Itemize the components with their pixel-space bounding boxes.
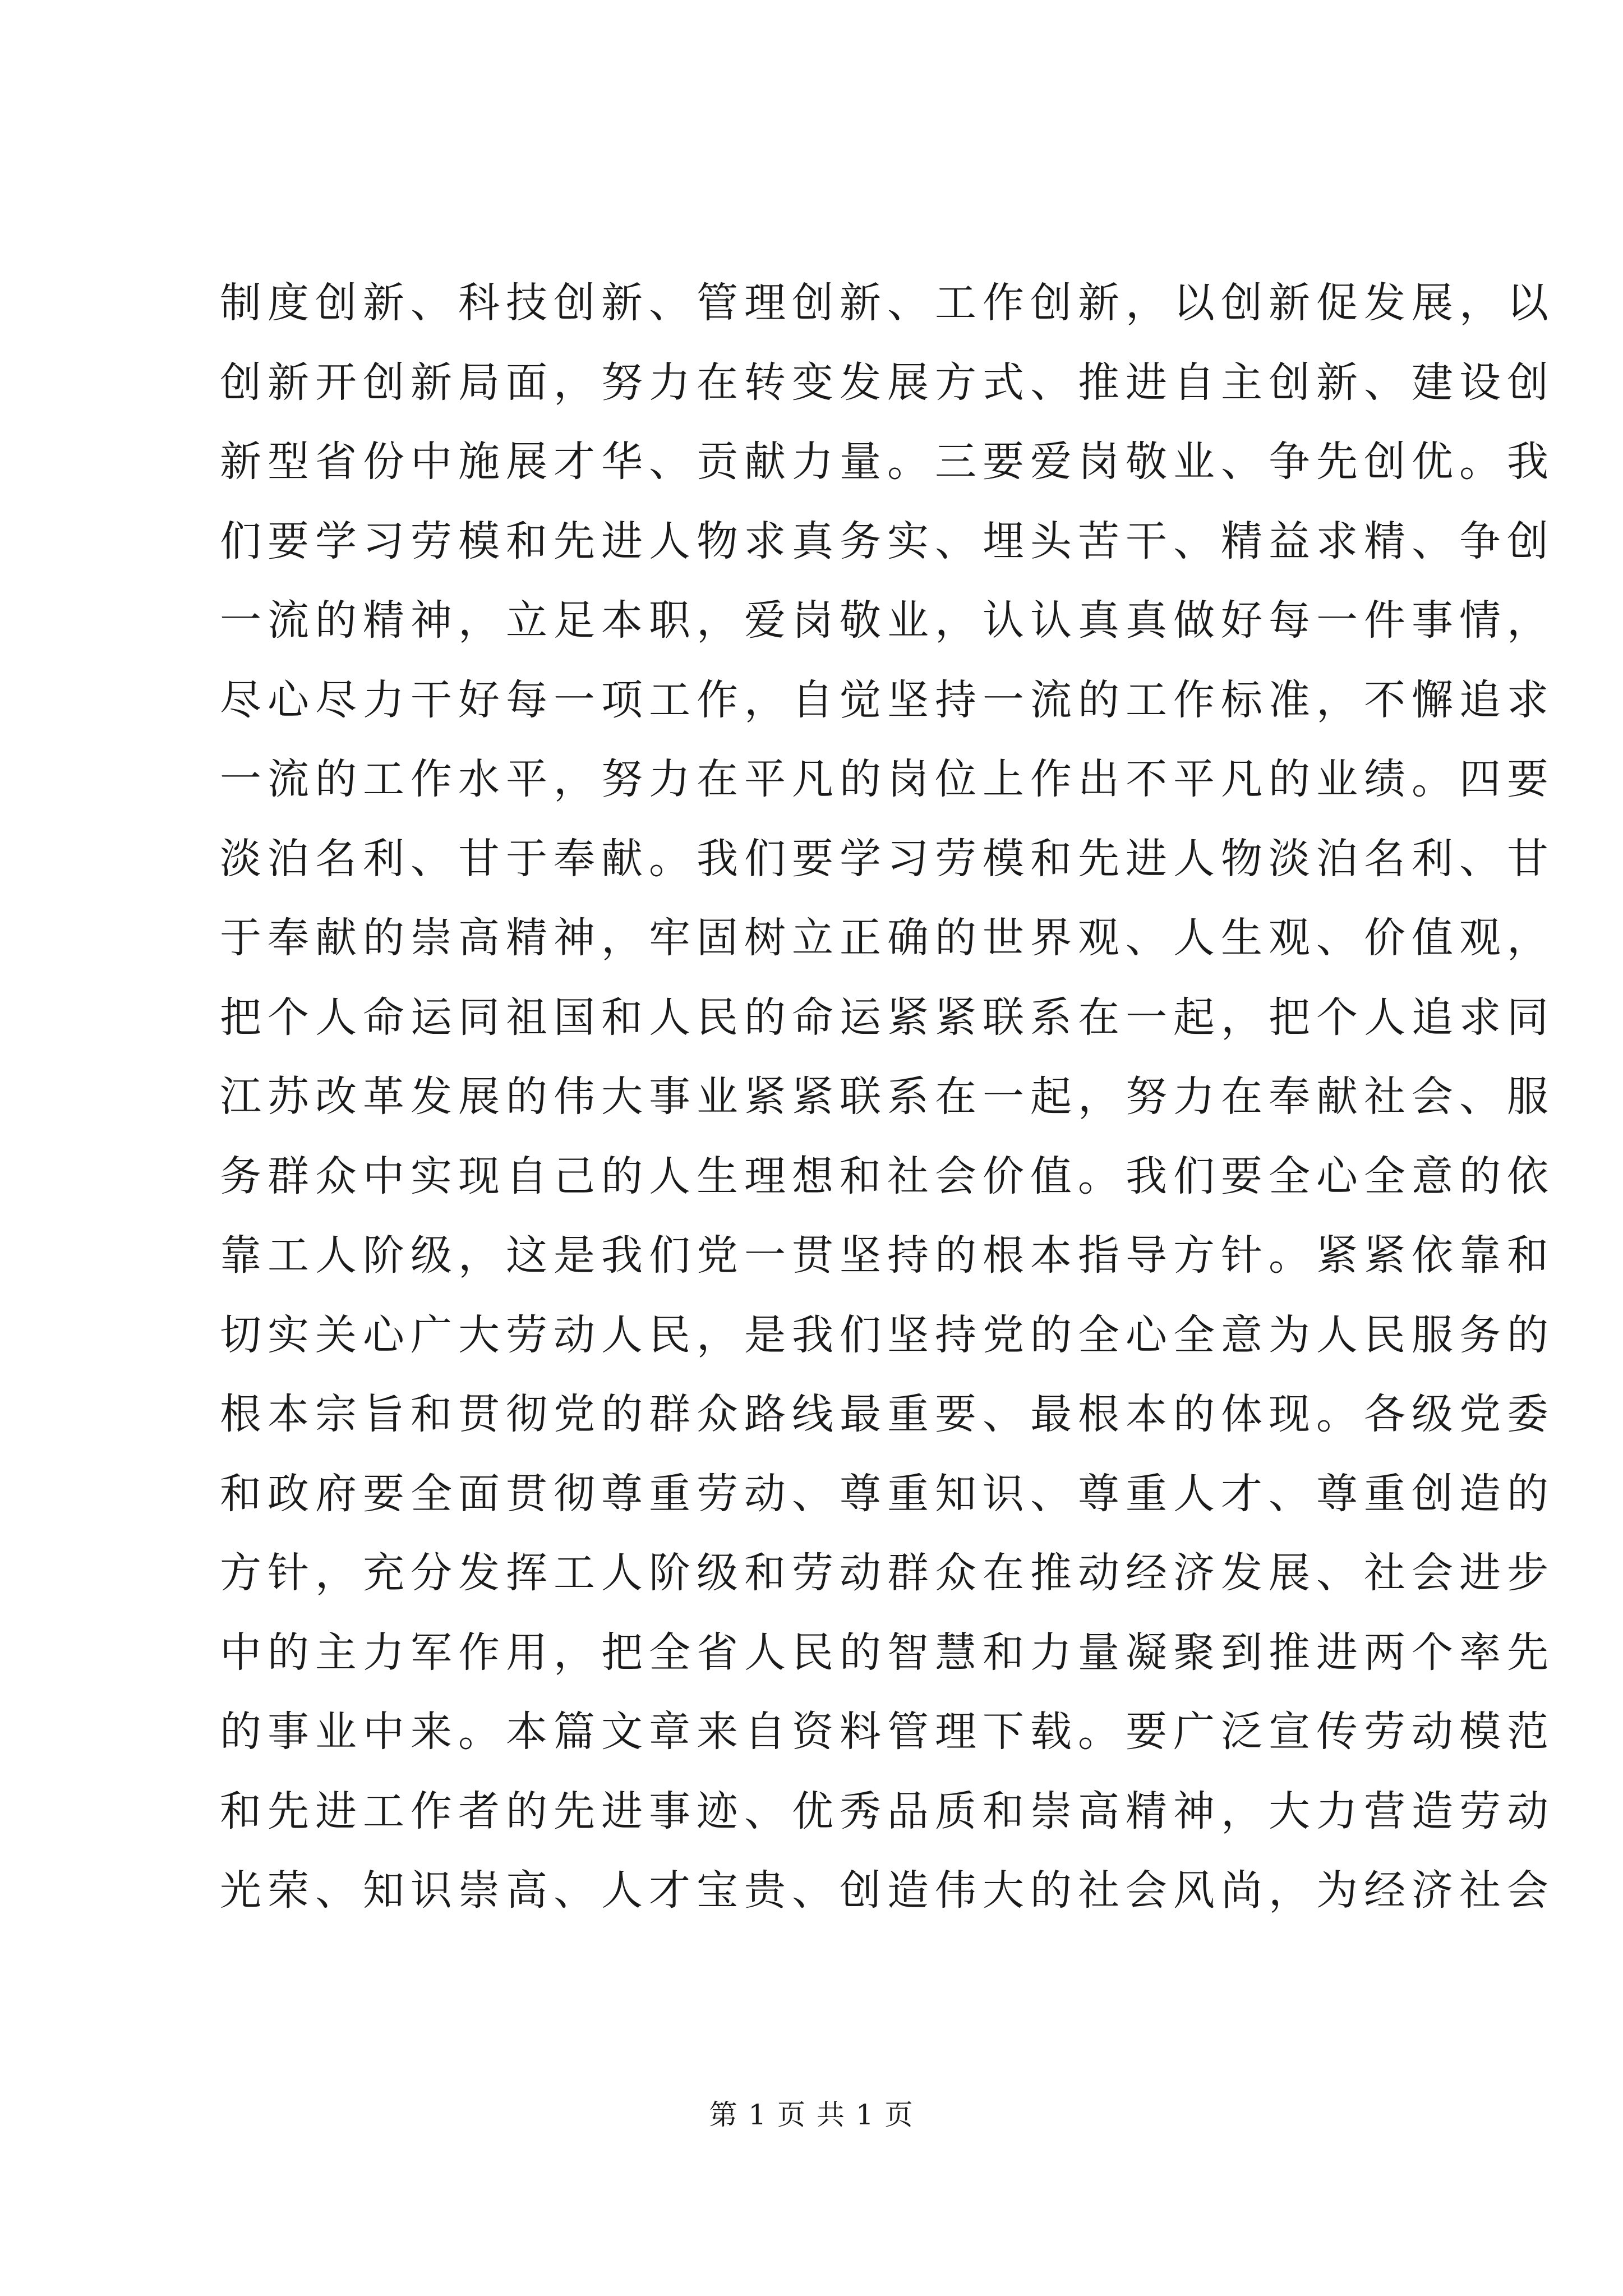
text-line: 务群众中实现自己的人生理想和社会价值。我们要全心全意的依	[220, 1152, 1555, 1200]
text-line: 尽心尽力干好每一项工作，自觉坚持一流的工作标准，不懈追求	[220, 675, 1555, 724]
text-line: 江苏改革发展的伟大事业紧紧联系在一起，努力在奉献社会、服	[220, 1073, 1555, 1121]
text-line: 新型省份中施展才华、贡献力量。三要爱岗敬业、争先创优。我	[220, 438, 1555, 486]
text-line: 中的主力军作用，把全省人民的智慧和力量凝聚到推进两个率先	[220, 1628, 1555, 1677]
text-line: 于奉献的崇高精神，牢固树立正确的世界观、人生观、价值观，	[220, 914, 1555, 962]
text-line: 创新开创新局面，努力在转变发展方式、推进自主创新、建设创	[220, 358, 1555, 407]
text-line: 和先进工作者的先进事迹、优秀品质和崇高精神，大力营造劳动	[220, 1787, 1555, 1835]
text-line: 光荣、知识崇高、人才宝贵、创造伟大的社会风尚，为经济社会	[220, 1866, 1555, 1915]
page-number-footer: 第 1 页 共 1 页	[709, 2099, 914, 2131]
body-text	[220, 264, 1555, 1931]
text-line: 切实关心广大劳动人民，是我们坚持党的全心全意为人民服务的	[220, 1310, 1555, 1359]
text-line: 们要学习劳模和先进人物求真务实、埋头苦干、精益求精、争创	[220, 517, 1555, 565]
text-line: 的事业中来。本篇文章来自资料管理下载。要广泛宣传劳动模范	[220, 1708, 1555, 1756]
text-line: 和政府要全面贯彻尊重劳动、尊重知识、尊重人才、尊重创造的	[220, 1469, 1555, 1518]
text-line: 把个人命运同祖国和人民的命运紧紧联系在一起，把个人追求同	[220, 993, 1555, 1042]
text-line: 一流的工作水平，努力在平凡的岗位上作出不平凡的业绩。四要	[220, 755, 1555, 803]
text-line: 一流的精神，立足本职，爱岗敬业，认认真真做好每一件事情，	[220, 596, 1555, 645]
text-line: 靠工人阶级，这是我们党一贯坚持的根本指导方针。紧紧依靠和	[220, 1231, 1555, 1280]
text-line: 制度创新、科技创新、管理创新、工作创新，以创新促发展，以	[220, 279, 1555, 327]
text-line: 淡泊名利、甘于奉献。我们要学习劳模和先进人物淡泊名利、甘	[220, 834, 1555, 883]
text-line: 根本宗旨和贯彻党的群众路线最重要、最根本的体现。各级党委	[220, 1390, 1555, 1438]
text-line: 方针，充分发挥工人阶级和劳动群众在推动经济发展、社会进步	[220, 1549, 1555, 1597]
